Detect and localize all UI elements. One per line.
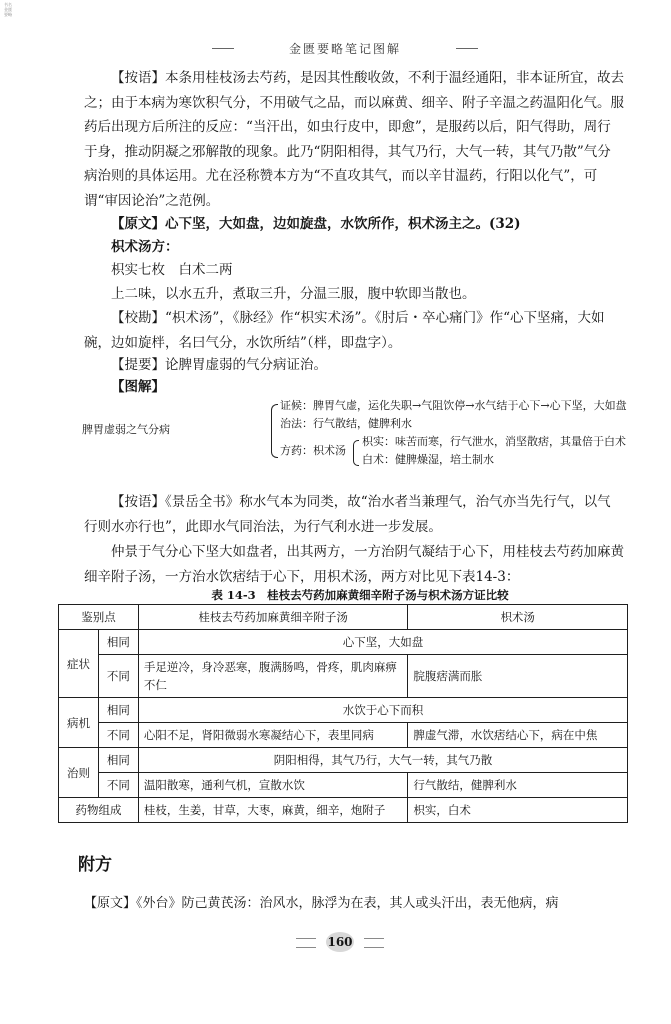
sub-label: 不同 [98,723,138,748]
diagram-brace [271,404,278,458]
diagram-herb-zhishi: 枳实：味苦而寒，行气泄水，消坚散痞，其量倍于白术 [362,435,626,448]
library-stamp: 书名 金匮要略 [4,2,12,17]
collation-paragraph: 【校勘】“枳术汤”，《脉经》作“枳实术汤”。《肘后・卒心痛门》作“心下坚痛，大如碗，边如旋柈，名曰气分，水饮所结”（柈，即盘字）。 [84,310,605,351]
section-heading: 附方 [78,855,112,875]
header-cell: 枳术汤 [408,605,628,630]
diagram-sub-brace [353,440,359,466]
table-cell: 脘腹痞满而胀 [408,655,628,698]
comparison-paragraph: 仲景于气分心下坚大如盘者，出其两方，一方治阴气凝结于心下，用桂枝去芍药加麻黄细辛附子汤，一方治水饮痞结于心下，用枳术汤，两方对比见下表14-3： [84,544,624,585]
table-cell: 心下坚，大如盘 [138,630,627,655]
diagram-heading: 【图解】 [111,379,165,395]
summary-line: 【提要】论脾胃虚弱的气分病证治。 [111,357,327,373]
sub-label: 相同 [98,748,138,773]
row-label: 病机 [59,698,99,748]
formula-usage: 上二味，以水五升，煮取三升，分温三服，腹中软即当散也。 [111,286,476,302]
formula-ingredients: 枳实七枚 白术二两 [111,262,233,278]
row-label: 药物组成 [59,798,139,823]
table-row [59,773,628,798]
original-text: 【原文】心下坚，大如盘，边如旋盘，水饮所作，枳术汤主之。(32) [111,216,521,232]
appendix-original-text: 【原文】《外台》防己黄芪汤：治风水，脉浮为在表，其人或头汗出，表无他病，病 [84,896,559,911]
table-cell: 温阳散寒，通利气机，宣散水饮 [138,773,407,798]
sub-label: 相同 [98,698,138,723]
running-header: 金匮要略笔记图解 [230,40,460,57]
table-caption: 表 14-3 桂枝去芍药加麻黄细辛附子汤与枳术汤方证比较 [211,588,509,602]
formula-name: 枳术汤方： [111,239,179,255]
comparison-table [58,604,628,823]
table-cell: 心阳不足，肾阳微弱水寒凝结心下，表里同病 [138,723,407,748]
table-cell: 桂枝，生姜，甘草，大枣，麻黄，细辛，炮附子 [138,798,407,823]
table-row [59,748,628,773]
table-row [59,723,628,748]
header-cell: 鉴别点 [59,605,139,630]
table-row [59,798,628,823]
table-header-row [59,605,628,630]
table-row [59,698,628,723]
table-cell: 行气散结，健脾利水 [408,773,628,798]
diagram-herb-baizhu: 白术：健脾燥湿，培土制水 [362,453,494,466]
table-cell: 脾虚气滞，水饮痞结心下，病在中焦 [408,723,628,748]
sub-label: 不同 [98,655,138,698]
row-label: 症状 [59,630,99,698]
table-row [59,655,628,698]
sub-label: 不同 [98,773,138,798]
table-cell: 枳实，白术 [408,798,628,823]
table-cell: 水饮于心下而积 [138,698,627,723]
diagram-syndrome: 证候：脾胃气虚，运化失职→气阻饮停→水气结于心下→心下坚，大如盘 [280,399,627,412]
left-ornament-icon [296,938,316,948]
diagram-root: 脾胃虚弱之气分病 [82,423,170,436]
table-row [59,630,628,655]
note-paragraph-1: 【按语】本条用桂枝汤去芍药，是因其性酸收敛，不利于温经通阳，非本证所宜，故去之；由于本病为寒饮积气分，不用破气之品，而以麻黄、细辛、附子辛温之药温阳化气。服药后出现方后所注的反应：“当汗出，如虫行皮中，即愈”，是服药以后，阳气得助，周行于身，推动阴凝之邪解散的现象。此乃“阴阳相得，其气乃行，大气一转，其气乃散”气分病治则的具体运用。尤在泾称赞本方为“不直攻其气，而以辛甘温药，行阳以化气”，可谓“审因论治”之范例。 [84,70,624,209]
header-cell: 桂枝去芍药加麻黄细辛附子汤 [138,605,407,630]
note-paragraph-2: 【按语】《景岳全书》称水气本为同类，故“治水者当兼理气，治气亦当先行气，以气行则水亦行也”，此即水气同治法，为行气利水进一步发展。 [84,494,611,535]
table-cell: 阴阳相得，其气乃行，大气一转，其气乃散 [138,748,627,773]
diagram-method: 治法：行气散结，健脾利水 [280,417,412,430]
sub-label: 相同 [98,630,138,655]
table-cell: 手足逆冷，身冷恶寒，腹满肠鸣，骨疼，肌肉麻痹不仁 [138,655,407,698]
diagram-formula: 方药：枳术汤 [280,444,346,457]
row-label: 治则 [59,748,99,798]
page-number: 160 [326,932,354,952]
page-footer [290,932,390,954]
diagram-tree [82,398,627,482]
right-ornament-icon [364,938,384,948]
